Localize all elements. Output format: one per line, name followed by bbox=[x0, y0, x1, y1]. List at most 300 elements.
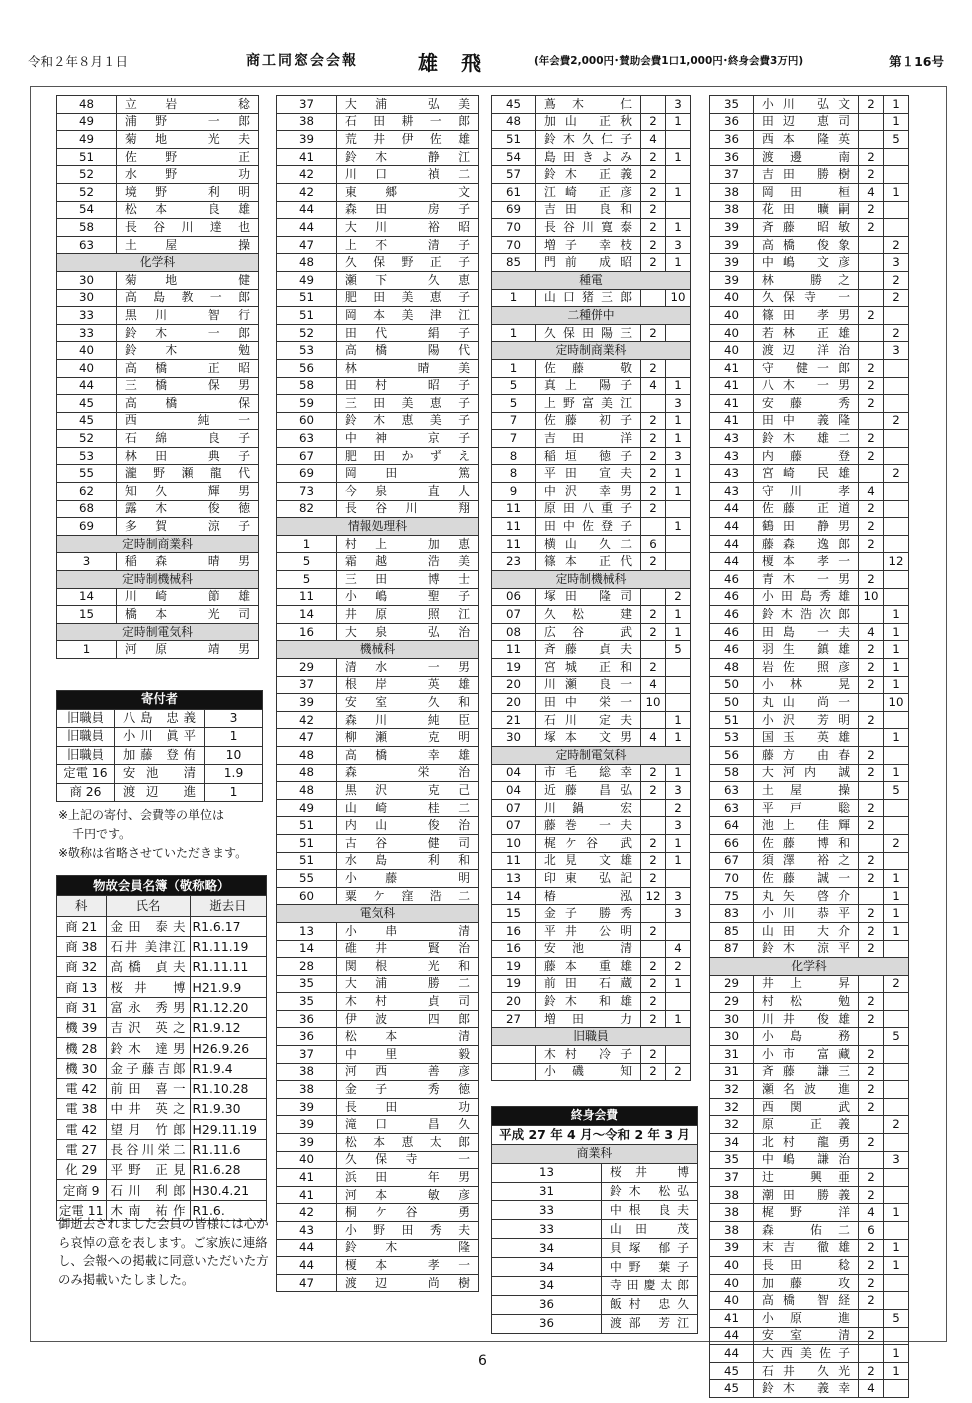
member-family-name: 吉田 bbox=[762, 167, 805, 182]
member-name bbox=[754, 694, 859, 712]
member-family-name: 小嶋 bbox=[345, 589, 406, 604]
grad-year: 5 bbox=[277, 553, 337, 571]
donor-dept: 商 26 bbox=[57, 783, 115, 802]
deceased-row bbox=[57, 1119, 267, 1139]
member-family-name: 加山 bbox=[544, 114, 587, 129]
member-name bbox=[117, 606, 259, 624]
member-row bbox=[277, 676, 479, 694]
member-row bbox=[277, 1046, 479, 1064]
member-row bbox=[492, 430, 691, 448]
donor-amount: 1 bbox=[205, 783, 263, 802]
member-family-name: 石田耕一郎 bbox=[345, 114, 470, 129]
grad-year: 62 bbox=[57, 483, 117, 501]
member-row bbox=[277, 1063, 479, 1081]
member-family-name: 佐野 bbox=[125, 149, 206, 164]
member-family-name: 榎本 bbox=[762, 554, 805, 569]
member-name bbox=[117, 271, 259, 289]
member-family-name: 鈴木 bbox=[125, 325, 186, 340]
member-given-name: 清 bbox=[458, 923, 470, 938]
grad-year: 38 bbox=[710, 1204, 754, 1222]
donation-count: 4 bbox=[666, 940, 691, 958]
fee-count bbox=[641, 641, 666, 659]
donation-count bbox=[884, 1380, 909, 1398]
member-name bbox=[337, 307, 479, 325]
grad-year: 60 bbox=[277, 412, 337, 430]
member-row bbox=[710, 131, 909, 149]
member-name bbox=[117, 447, 259, 465]
member-family-name: 印東 bbox=[544, 870, 587, 885]
fee-count: 2 bbox=[641, 148, 666, 166]
member-given-name: 孝一 bbox=[817, 554, 850, 569]
member-given-name: 利明 bbox=[207, 184, 250, 199]
fee-count: 2 bbox=[641, 447, 666, 465]
fee-count: 2 bbox=[641, 183, 666, 201]
member-family-name: 石井 bbox=[762, 1363, 805, 1378]
member-given-name: 尚樹 bbox=[427, 1275, 470, 1290]
member-family-name: 真上 bbox=[544, 378, 587, 393]
donation-count bbox=[884, 377, 909, 395]
deceased-table bbox=[56, 875, 267, 1221]
donation-count bbox=[884, 852, 909, 870]
life-given-name: 茂 bbox=[677, 1221, 689, 1236]
member-name bbox=[754, 993, 859, 1011]
member-given-name: 孝 bbox=[838, 483, 850, 498]
fee-count: 2 bbox=[641, 166, 666, 184]
member-table-2 bbox=[276, 95, 479, 1292]
member-row bbox=[277, 483, 479, 501]
fee-count: 2 bbox=[641, 852, 666, 870]
fee-count bbox=[641, 711, 666, 729]
member-family-name: 梶ケ谷 bbox=[544, 835, 608, 850]
member-given-name: 保 bbox=[238, 395, 250, 410]
deceased-family-name: 長谷川栄二 bbox=[110, 1142, 186, 1157]
member-given-name: 武 bbox=[620, 835, 632, 850]
member-name bbox=[536, 289, 641, 307]
life-family-name: 中根 bbox=[610, 1202, 648, 1217]
donor-given-name: 登侑 bbox=[166, 747, 196, 762]
member-family-name: 小磯 bbox=[544, 1064, 601, 1079]
member-row bbox=[492, 764, 691, 782]
deceased-dept: 機 28 bbox=[57, 1038, 107, 1058]
grad-year: 51 bbox=[277, 817, 337, 835]
member-row bbox=[492, 870, 691, 888]
fee-count: 2 bbox=[859, 659, 884, 677]
donation-count: 1 bbox=[884, 623, 909, 641]
deceased-dept: 商 32 bbox=[57, 957, 107, 977]
life-name bbox=[602, 1220, 698, 1239]
member-row bbox=[710, 148, 909, 166]
member-name bbox=[754, 166, 859, 184]
member-name bbox=[536, 96, 641, 114]
member-name bbox=[337, 342, 479, 360]
member-family-name: 藤本 bbox=[544, 958, 587, 973]
deceased-name bbox=[106, 1078, 190, 1098]
member-given-name: 泓 bbox=[620, 888, 632, 903]
member-family-name: 小島 bbox=[762, 1029, 819, 1044]
member-name bbox=[754, 465, 859, 483]
member-family-name: 久保田陽三 bbox=[544, 325, 632, 340]
member-family-name: 鈴木 bbox=[544, 994, 587, 1009]
member-row bbox=[492, 219, 691, 237]
member-name bbox=[117, 483, 259, 501]
deceased-row bbox=[57, 977, 267, 997]
member-name bbox=[337, 1151, 479, 1169]
grad-year: 48 bbox=[710, 659, 754, 677]
donation-count bbox=[884, 1134, 909, 1152]
member-name bbox=[337, 993, 479, 1011]
member-row bbox=[57, 553, 259, 571]
member-given-name: 文彦 bbox=[817, 255, 850, 270]
member-row bbox=[492, 676, 691, 694]
member-given-name: 輝男 bbox=[207, 483, 250, 498]
member-name bbox=[754, 1274, 859, 1292]
member-row bbox=[277, 359, 479, 377]
member-family-name: 森川 bbox=[345, 712, 406, 727]
member-name bbox=[337, 729, 479, 747]
fee-info: (年会費2,000円･賛助会費1口1,000円･終身会費3万円) bbox=[534, 55, 804, 67]
member-name bbox=[754, 307, 859, 325]
member-family-name: 中沢 bbox=[544, 483, 587, 498]
member-name bbox=[754, 711, 859, 729]
donation-count bbox=[884, 588, 909, 606]
member-row bbox=[277, 395, 479, 413]
grad-year: 45 bbox=[710, 1362, 754, 1380]
donation-count bbox=[884, 1222, 909, 1240]
grad-year: 48 bbox=[492, 113, 536, 131]
member-row bbox=[277, 1134, 479, 1152]
grad-year: 32 bbox=[710, 1081, 754, 1099]
grad-year: 44 bbox=[710, 553, 754, 571]
donation-count bbox=[884, 799, 909, 817]
fee-count bbox=[859, 465, 884, 483]
member-given-name: 一郎 bbox=[207, 325, 250, 340]
donation-count: 1 bbox=[884, 659, 909, 677]
member-name bbox=[337, 694, 479, 712]
grad-year: 69 bbox=[57, 518, 117, 536]
grad-year: 46 bbox=[710, 641, 754, 659]
fee-count bbox=[641, 588, 666, 606]
donation-count: 1 bbox=[666, 852, 691, 870]
member-given-name: 弘文 bbox=[817, 96, 850, 111]
member-name bbox=[536, 922, 641, 940]
grad-year: 67 bbox=[277, 447, 337, 465]
member-family-name: 若林 bbox=[762, 325, 805, 340]
member-row bbox=[710, 342, 909, 360]
member-name bbox=[536, 764, 641, 782]
member-given-name: 俊雄 bbox=[817, 1011, 850, 1026]
member-row bbox=[277, 1098, 479, 1116]
member-family-name: 井原 bbox=[345, 607, 406, 622]
member-row bbox=[277, 148, 479, 166]
issue-number: 第１16号 bbox=[889, 54, 944, 69]
member-row bbox=[277, 958, 479, 976]
member-row bbox=[710, 746, 909, 764]
member-family-name: 潮田 bbox=[762, 1187, 805, 1202]
member-given-name: 定夫 bbox=[599, 712, 632, 727]
life-name bbox=[602, 1314, 698, 1333]
member-name bbox=[337, 131, 479, 149]
member-family-name: 丸矢 bbox=[762, 888, 805, 903]
grad-year: 51 bbox=[277, 307, 337, 325]
member-row bbox=[492, 183, 691, 201]
member-name bbox=[337, 571, 479, 589]
member-family-name: 北村 bbox=[762, 1134, 805, 1149]
member-name bbox=[754, 852, 859, 870]
member-name bbox=[754, 254, 859, 272]
member-row bbox=[710, 96, 909, 114]
grad-year: 37 bbox=[277, 1046, 337, 1064]
member-row bbox=[710, 641, 909, 659]
deceased-date: R1.9.12 bbox=[190, 1018, 266, 1038]
member-family-name: 内山 bbox=[345, 818, 406, 833]
member-family-name: 西本 bbox=[762, 131, 805, 146]
member-name bbox=[754, 395, 859, 413]
deceased-date: R1.9.30 bbox=[190, 1099, 266, 1119]
grad-year: 11 bbox=[492, 852, 536, 870]
member-given-name: 恭平 bbox=[817, 906, 850, 921]
dept-header bbox=[492, 342, 691, 360]
fee-count: 4 bbox=[859, 623, 884, 641]
deceased-date: R1.11.19 bbox=[190, 936, 266, 956]
member-row bbox=[710, 694, 909, 712]
member-given-name: 義幸 bbox=[817, 1381, 850, 1396]
member-row bbox=[492, 1046, 691, 1064]
member-name bbox=[536, 201, 641, 219]
member-name bbox=[536, 958, 641, 976]
donor-row bbox=[57, 783, 263, 802]
member-family-name: 増田 bbox=[544, 1011, 601, 1026]
member-row bbox=[277, 201, 479, 219]
member-family-name: 久保野正子 bbox=[345, 255, 470, 270]
member-name bbox=[337, 659, 479, 677]
member-row bbox=[492, 641, 691, 659]
fee-count: 2 bbox=[641, 623, 666, 641]
donation-count: 2 bbox=[884, 412, 909, 430]
member-row bbox=[710, 852, 909, 870]
grad-year: 41 bbox=[710, 359, 754, 377]
donation-count bbox=[666, 553, 691, 571]
grad-year: 40 bbox=[277, 1151, 337, 1169]
member-given-name: 保男 bbox=[207, 378, 250, 393]
dept-label: 定時制商業科 bbox=[57, 535, 259, 553]
fee-count: 2 bbox=[859, 1186, 884, 1204]
deceased-given-name: 喜一 bbox=[155, 1081, 186, 1097]
member-row bbox=[277, 817, 479, 835]
deceased-given-name: 竹郎 bbox=[155, 1121, 186, 1137]
donation-count: 1 bbox=[884, 764, 909, 782]
fee-count bbox=[859, 324, 884, 342]
member-name bbox=[536, 412, 641, 430]
grad-year: 40 bbox=[57, 342, 117, 360]
deceased-date: R1.10.28 bbox=[190, 1078, 266, 1098]
donation-count bbox=[666, 922, 691, 940]
donation-count bbox=[884, 1274, 909, 1292]
grad-year: 13 bbox=[492, 870, 536, 888]
member-name bbox=[117, 553, 259, 571]
member-row bbox=[277, 271, 479, 289]
member-row bbox=[277, 571, 479, 589]
member-family-name: 浦野 bbox=[125, 114, 186, 129]
donation-count: 1 bbox=[884, 905, 909, 923]
life-given-name: 良夫 bbox=[658, 1202, 689, 1217]
member-name bbox=[536, 852, 641, 870]
grad-year: 39 bbox=[710, 219, 754, 237]
member-row bbox=[492, 729, 691, 747]
donation-count bbox=[884, 940, 909, 958]
member-given-name: 聡 bbox=[838, 800, 850, 815]
member-row bbox=[57, 324, 259, 342]
deceased-row bbox=[57, 1058, 267, 1078]
deceased-name bbox=[106, 1160, 190, 1180]
life-name bbox=[602, 1163, 698, 1182]
grad-year: 51 bbox=[57, 148, 117, 166]
member-given-name: 清 bbox=[458, 1029, 470, 1044]
member-family-name: 松本 bbox=[345, 1029, 426, 1044]
member-row bbox=[710, 1204, 909, 1222]
member-given-name: 直人 bbox=[427, 483, 470, 498]
life-family-name: 山田 bbox=[610, 1221, 661, 1236]
fee-count bbox=[859, 271, 884, 289]
member-family-name: 三田 bbox=[345, 571, 406, 586]
grad-year: 53 bbox=[710, 729, 754, 747]
fee-count: 2 bbox=[859, 1134, 884, 1152]
member-family-name: 渡辺 bbox=[762, 343, 805, 358]
member-family-name: 北見 bbox=[544, 853, 587, 868]
grad-year: 52 bbox=[57, 166, 117, 184]
grad-year: 32 bbox=[710, 1116, 754, 1134]
member-row bbox=[710, 1274, 909, 1292]
member-family-name: 松本 bbox=[125, 202, 186, 217]
grad-year: 85 bbox=[710, 922, 754, 940]
member-name bbox=[536, 623, 641, 641]
member-row bbox=[710, 834, 909, 852]
member-row bbox=[710, 483, 909, 501]
grad-year: 5 bbox=[492, 395, 536, 413]
member-given-name: 絹子 bbox=[427, 325, 470, 340]
member-row bbox=[710, 1010, 909, 1028]
member-family-name: 橋本 bbox=[125, 607, 186, 622]
deceased-name bbox=[106, 957, 190, 977]
fee-count: 2 bbox=[859, 922, 884, 940]
deceased-dept: 商 21 bbox=[57, 916, 107, 936]
life-given-name: 博 bbox=[677, 1165, 689, 1180]
member-row bbox=[277, 500, 479, 518]
donation-count: 3 bbox=[666, 782, 691, 800]
member-row bbox=[492, 289, 691, 307]
fee-count: 2 bbox=[641, 201, 666, 219]
grad-year: 75 bbox=[710, 887, 754, 905]
member-name bbox=[754, 96, 859, 114]
member-row bbox=[710, 975, 909, 993]
fee-count: 2 bbox=[641, 359, 666, 377]
deceased-date: R1.11.11 bbox=[190, 957, 266, 977]
donation-count: 2 bbox=[884, 465, 909, 483]
member-name bbox=[337, 553, 479, 571]
member-row bbox=[492, 131, 691, 149]
member-row bbox=[277, 1081, 479, 1099]
member-family-name: 大河内 bbox=[762, 765, 826, 780]
member-family-name: 原 bbox=[762, 1117, 791, 1132]
grad-year: 59 bbox=[277, 395, 337, 413]
member-given-name: 富藏 bbox=[817, 1046, 850, 1061]
member-table-1 bbox=[56, 95, 259, 659]
grad-year: 3 bbox=[57, 553, 117, 571]
fee-count: 2 bbox=[859, 676, 884, 694]
member-name bbox=[754, 1010, 859, 1028]
grad-year: 44 bbox=[710, 1327, 754, 1345]
member-row bbox=[57, 465, 259, 483]
member-given-name: 静江 bbox=[427, 149, 470, 164]
member-family-name: 森 bbox=[345, 765, 386, 780]
donation-count: 2 bbox=[666, 1063, 691, 1081]
member-name bbox=[117, 131, 259, 149]
member-family-name: 土屋 bbox=[762, 782, 819, 797]
member-given-name: 龍勇 bbox=[817, 1134, 850, 1149]
grad-year: 55 bbox=[277, 870, 337, 888]
member-given-name: 光和 bbox=[427, 958, 470, 973]
member-row bbox=[277, 887, 479, 905]
donation-count: 5 bbox=[884, 131, 909, 149]
member-row bbox=[492, 975, 691, 993]
deceased-row bbox=[57, 936, 267, 956]
member-row bbox=[710, 922, 909, 940]
member-given-name: 義隆 bbox=[817, 413, 850, 428]
member-given-name: 俊象 bbox=[817, 237, 850, 252]
fee-count: 2 bbox=[859, 148, 884, 166]
member-given-name: 昌弘 bbox=[599, 782, 632, 797]
donation-count: 2 bbox=[884, 324, 909, 342]
donor-given-name: 眞平 bbox=[166, 729, 196, 744]
grad-year: 9 bbox=[492, 483, 536, 501]
member-row bbox=[57, 148, 259, 166]
grad-year: 64 bbox=[710, 817, 754, 835]
member-name bbox=[754, 1063, 859, 1081]
member-family-name: 石川 bbox=[544, 712, 587, 727]
grad-year: 39 bbox=[710, 254, 754, 272]
donor-dept: 旧職員 bbox=[57, 728, 115, 747]
fee-count: 2 bbox=[859, 711, 884, 729]
fee-count: 2 bbox=[641, 870, 666, 888]
grad-year: 43 bbox=[710, 465, 754, 483]
member-name bbox=[117, 430, 259, 448]
member-given-name: 建 bbox=[620, 607, 632, 622]
member-name bbox=[754, 1046, 859, 1064]
member-family-name: 木村 bbox=[345, 994, 406, 1009]
member-row bbox=[710, 359, 909, 377]
member-row bbox=[492, 447, 691, 465]
fee-count: 2 bbox=[859, 1169, 884, 1187]
member-name bbox=[536, 254, 641, 272]
deceased-family-name: 吉沢 bbox=[110, 1020, 147, 1036]
donation-count: 1 bbox=[884, 1204, 909, 1222]
member-row bbox=[492, 887, 691, 905]
member-given-name: 進 bbox=[838, 1082, 850, 1097]
member-given-name: 正和 bbox=[599, 659, 632, 674]
grad-year: 41 bbox=[710, 395, 754, 413]
member-name bbox=[117, 148, 259, 166]
member-name bbox=[536, 535, 641, 553]
member-given-name: 啓介 bbox=[817, 888, 850, 903]
donation-count bbox=[884, 201, 909, 219]
member-family-name: 藤方 bbox=[762, 747, 805, 762]
member-given-name: 幸男 bbox=[599, 483, 632, 498]
grad-year: 60 bbox=[277, 887, 337, 905]
member-name bbox=[117, 412, 259, 430]
member-family-name: 東郷 bbox=[345, 184, 426, 199]
member-name bbox=[754, 553, 859, 571]
deceased-given-name: 英之 bbox=[155, 1020, 186, 1036]
member-name bbox=[337, 676, 479, 694]
